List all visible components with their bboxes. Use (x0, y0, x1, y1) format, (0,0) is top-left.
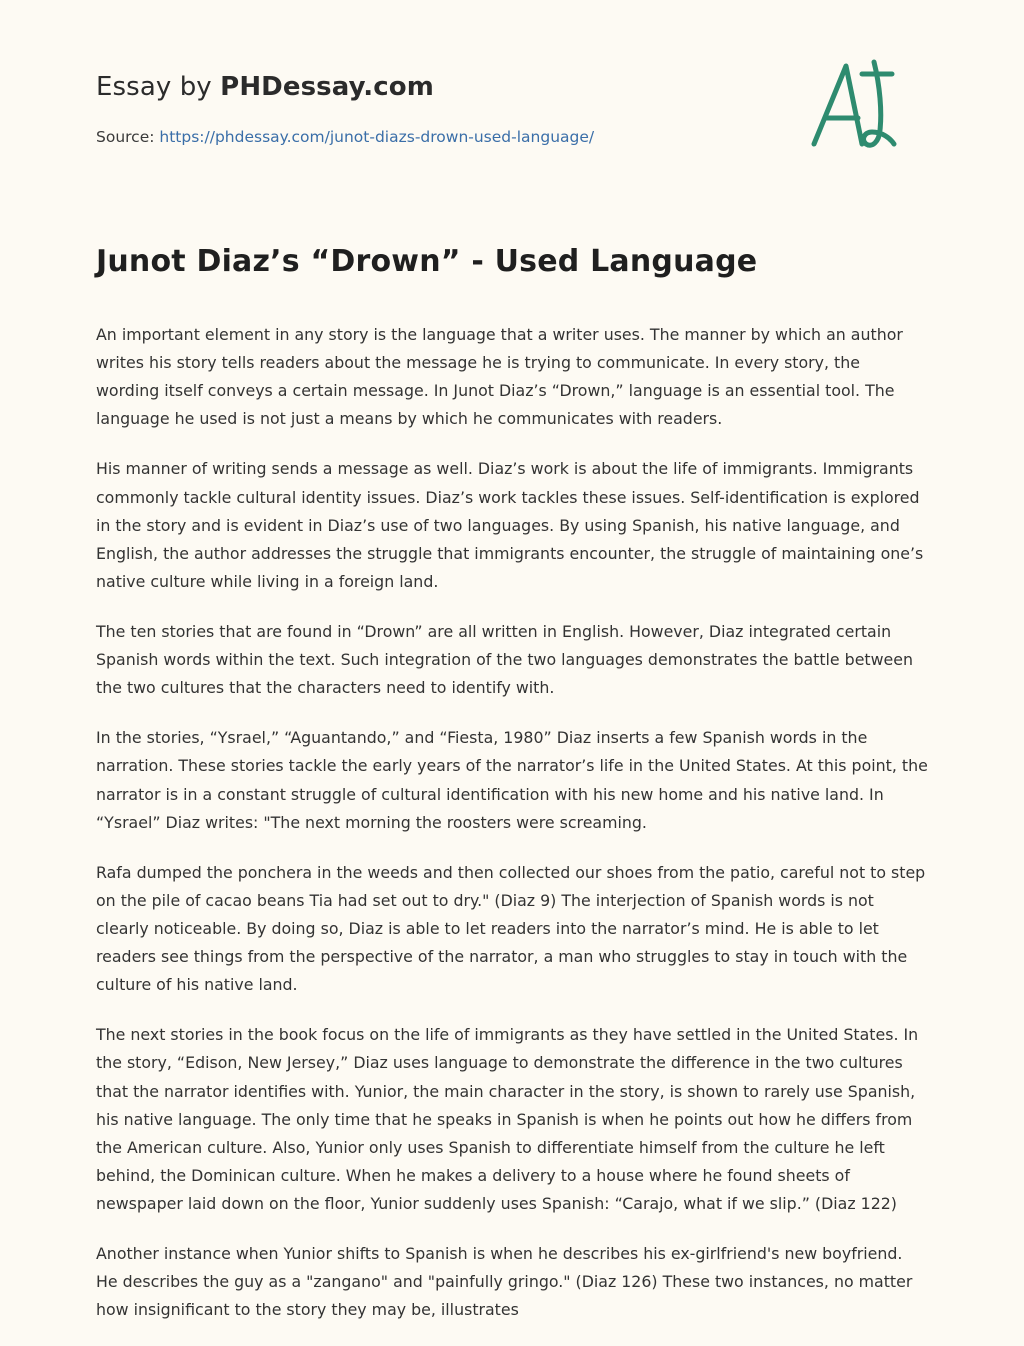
body-paragraph: The next stories in the book focus on the life of immigrants as they have settled in the United States. In the story, “Edison, New Jersey,” Diaz uses language to demonstrate the difference in the two cultures that the narrator identifies with. Yunior, the main character in the story, is shown to rarely use Spanish, his native language. The only time that he speaks in Spanish is when he points out how he differs from the American culture. Also, Yunior only uses Spanish to differentiate himself from the culture he left behind, the Dominican culture. When he makes a delivery to a house where he found sheets of newspaper laid down on the floor, Yunior suddenly uses Spanish: “Carajo, what if we slip.” (Diaz 122) (96, 1025, 919, 1213)
body-paragraph: His manner of writing sends a message as well. Diaz’s work is about the life of immigrants. Immigrants commonly tackle cultural identity issues. Diaz’s work tackles these issues. Self-identification is explored in the story and is evident in Diaz’s use of two languages. By using Spanish, his native language, and English, the author addresses the struggle that immigrants encounter, the struggle of maintaining one’s native culture while living in a foreign land. (96, 459, 924, 591)
document-body (96, 321, 928, 1324)
body-paragraph: In the stories, “Ysrael,” “Aguantando,” and “Fiesta, 1980” Diaz inserts a few Spanish words in the narration. These stories tackle the early years of the narrator’s life in the United States. At this point, the narrator is in a constant struggle of cultural identification with his new home and his native land. In “Ysrael” Diaz writes: "The next morning the roosters were screaming. (96, 728, 928, 832)
body-paragraph: Another instance when Yunior shifts to Spanish is when he describes his ex-girlfriend's new boyfriend. He describes the guy as a "zangano" and "painfully gringo." (Diaz 126) These two instances, no matter how insignificant to the story they may be, illustrates (96, 1244, 913, 1320)
body-paragraph: An important element in any story is the language that a writer uses. The manner by which an author writes his story tells readers about the message he is trying to communicate. In every story, the wording itself conveys a certain message. In Junot Diaz’s “Drown,” language is an essential tool. The language he used is not just a means by which he communicates with readers. (96, 325, 903, 429)
document-header (0, 0, 1024, 146)
brand-essay-label: Essay (96, 72, 172, 102)
source-label: Source: (96, 128, 160, 146)
brand-by-label: by (171, 72, 221, 102)
body-paragraph: The ten stories that are found in “Drown” are all written in English. However, Diaz integrated certain Spanish words within the text. Such integration of the two languages demonstrates the battle between the two cultures that the characters need to identify with. (96, 621, 913, 698)
phdessay-logo-icon (796, 52, 916, 162)
page-title: Junot Diaz’s “Drown” - Used Language (96, 244, 758, 279)
brand-site-name: PHDessay.com (220, 72, 434, 102)
source-url-link[interactable]: https://phdessay.com/junot-diazs-drown-used-language/ (159, 128, 595, 146)
body-paragraph: Rafa dumped the ponchera in the weeds and then collected our shoes from the patio, careful not to step on the pile of cacao beans Tia had set out to dry." (Diaz 9) The interjection of Spanish words is not clearly noticeable. By doing so, Diaz is able to let readers into the narrator’s mind. He is able to let readers see things from the perspective of the narrator, a man who struggles to stay in touch with the culture of his native land. (96, 862, 926, 995)
